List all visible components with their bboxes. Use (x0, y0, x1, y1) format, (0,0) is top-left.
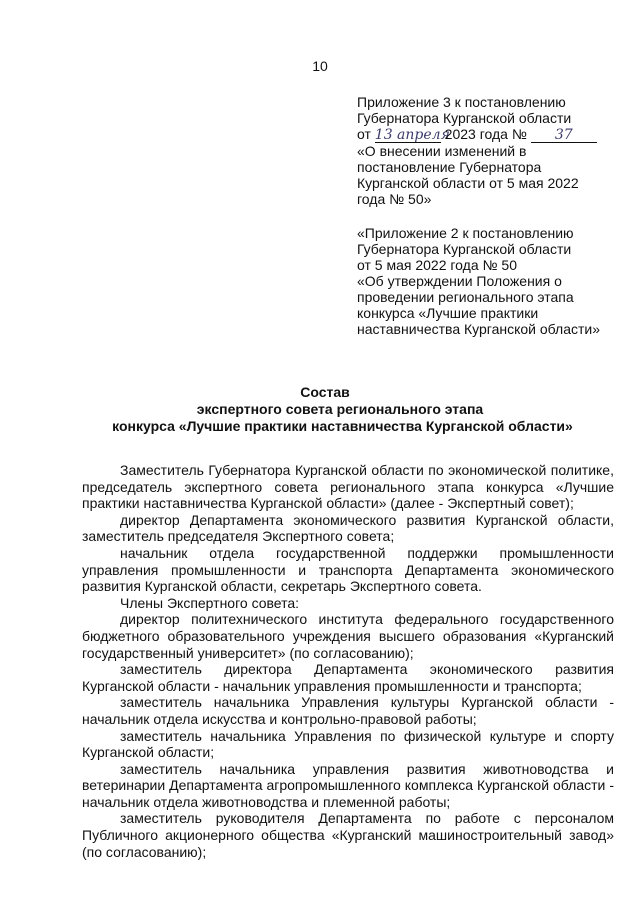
document-title (0, 384, 640, 435)
paragraph-member-plant: заместитель руководителя Департамента по работе с персоналом Публичного акционерного общества «Курганский машиностроительный завод» (по согласованию); (82, 810, 614, 860)
reference-line-3: от 5 мая 2022 года № 50 (357, 257, 517, 273)
handwritten-number: 37 (531, 128, 597, 143)
appendix-line-5: постановление Губернатора (357, 159, 542, 175)
date-suffix: 2023 года № (444, 126, 527, 142)
reference-line-4: «Об утверждении Положения о (357, 273, 562, 289)
appendix-line-1: Приложение 3 к постановлению (357, 94, 566, 110)
appendix-line-4: «О внесении изменений в (357, 143, 527, 159)
appendix-date-row (357, 126, 627, 143)
paragraph-member-university: директор политехнического института федерального государственного бюджетного образовательного учреждения высшего образования «Курганский государственный университет» (по согласованию); (82, 611, 614, 661)
paragraph-secretary: начальник отдела государственной поддержки промышленности управления промышленности и транспорта Департамента экономического развития Курганской области, секретарь Экспертного совета. (82, 544, 614, 595)
reference-line-5: проведении регионального этапа (357, 289, 574, 305)
title-line-3: конкурса «Лучшие практики наставничества Курганской области» (112, 418, 573, 434)
reference-line-7: наставничества Курганской области» (357, 321, 601, 337)
appendix-line-2: Губернатора Курганской области (357, 110, 572, 126)
handwritten-date: 13 апреля (374, 127, 450, 143)
appendix-line-7: года № 50» (357, 191, 432, 207)
paragraph-chairman: Заместитель Губернатора Курганской области по экономической политике, председатель экспертного совета регионального этапа конкурса «Лучшие практики наставничества Курганской области» (далее - Экспертный совет); (82, 462, 614, 512)
date-prefix: от (357, 126, 371, 142)
paragraph-members-heading: Члены Экспертного совета: (120, 594, 300, 611)
title-line-2: экспертного совета регионального этапа (196, 401, 484, 417)
reference-line-2: Губернатора Курганской области (357, 241, 572, 257)
title-line-1: Состав (300, 384, 350, 400)
appendix-reference (357, 225, 627, 337)
council-members-list (82, 462, 614, 860)
page-number: 10 (312, 58, 328, 74)
paragraph-deputy-chairman: директор Департамента экономического развития Курганской области, заместитель председателя Экспертного совета; (82, 511, 614, 545)
reference-line-6: конкурса «Лучшие практики (357, 305, 539, 321)
paragraph-member-sport: заместитель начальника Управления по физической культуре и спорту Курганской области; (82, 727, 614, 761)
paragraph-member-agriculture: заместитель начальника управления развития животноводства и ветеринарии Департамента агропромышленного комплекса Курганской области - начальник отдела животноводства и племенной работы; (82, 760, 614, 810)
paragraph-member-culture: заместитель начальника Управления культуры Курганской области - начальник отдела искусства и контрольно-правовой работы; (82, 694, 614, 727)
appendix-header (357, 94, 627, 207)
appendix-line-6: Курганской области от 5 мая 2022 (357, 175, 579, 191)
reference-line-1: «Приложение 2 к постановлению (357, 225, 574, 241)
paragraph-member-economy: заместитель директора Департамента экономического развития Курганской области - начальник управления промышленности и транспорта; (82, 661, 614, 694)
